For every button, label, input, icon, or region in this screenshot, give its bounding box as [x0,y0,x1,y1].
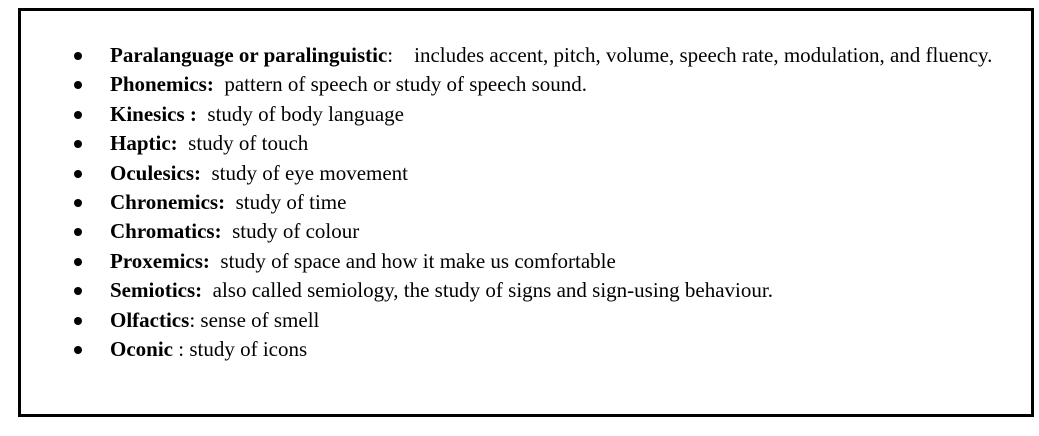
list-item-term: Proxemics: [110,248,210,273]
bullet-icon [74,81,82,89]
bullet-list [21,41,1031,364]
list-item-description: study of time [235,190,347,215]
list-item-term: Semiotics: [110,278,203,303]
bullet-icon [74,287,82,295]
list-item-term: Oculesics: [110,160,201,185]
list-item-term: Chronemics: [110,190,226,215]
list-item [21,335,1031,364]
list-item [21,100,1031,129]
list-item-description: study of touch [188,131,309,156]
bullet-icon [74,140,82,148]
bullet-icon [74,111,82,119]
list-item-separator: : [189,307,196,332]
list-item-description: study of eye movement [211,160,409,185]
list-item-term: Haptic: [110,131,178,156]
bordered-text-box [18,8,1034,417]
list-item-description: study of colour [232,219,360,244]
list-item-description: study of icons [189,337,308,362]
list-item-separator: : [173,337,185,362]
list-item-term: Oconic [110,337,173,362]
bullet-icon [74,346,82,354]
list-item [21,217,1031,246]
list-item [21,129,1031,158]
list-item-term: Phonemics: [110,72,214,97]
list-item-description: study of body language [207,101,404,126]
list-item-description: pattern of speech or study of speech sound. [224,72,588,97]
list-item [21,41,1031,70]
bullet-icon [74,258,82,266]
list-item-term: Olfactics [110,307,190,332]
list-item-description: includes accent, pitch, volume, speech rate, modulation, and fluency. [414,43,993,67]
list-item-description: study of space and how it make us comfortable [220,248,616,273]
list-item [21,247,1031,276]
list-item-term: Chromatics: [110,219,222,244]
bullet-icon [74,170,82,178]
bullet-icon [74,52,82,60]
bullet-icon [74,317,82,325]
list-item-term: Kinesics : [110,101,197,126]
list-item [21,159,1031,188]
list-item-description: also called semiology, the study of signs and sign-using behaviour. [212,278,773,303]
list-item [21,306,1031,335]
list-item-description: sense of smell [200,307,320,332]
bullet-icon [74,228,82,236]
list-item [21,276,1031,305]
list-item [21,70,1031,99]
list-item [21,188,1031,217]
list-item-term: Paralanguage or paralinguistic [110,43,388,67]
bullet-icon [74,199,82,207]
list-item-separator: : [387,43,394,67]
